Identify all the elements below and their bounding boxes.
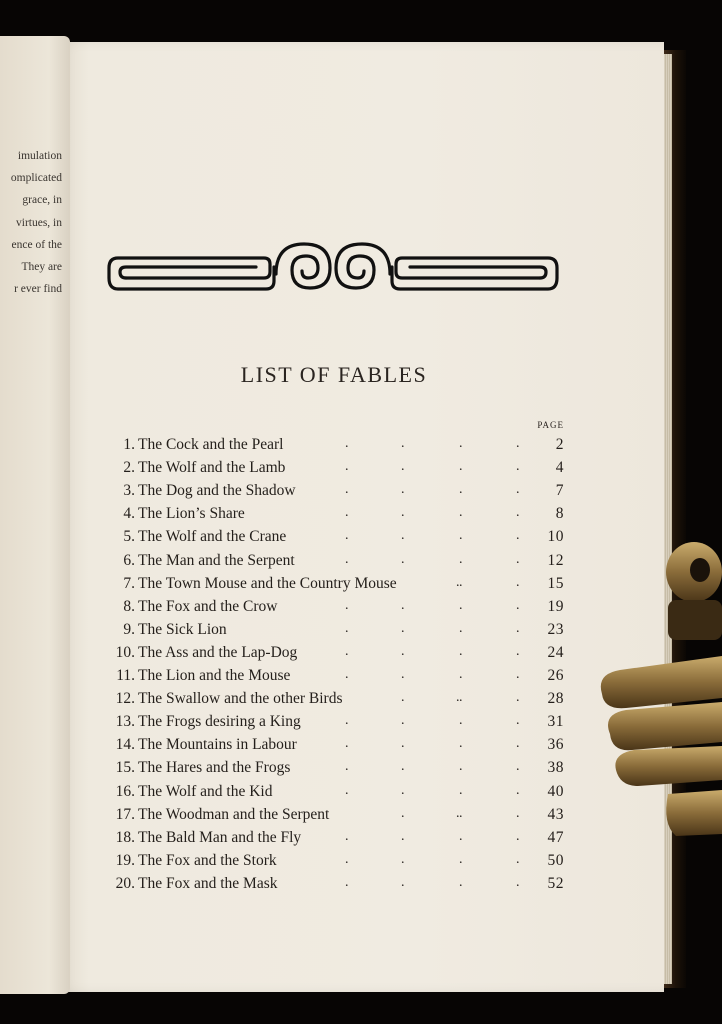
- leader-dot: .: [459, 643, 463, 659]
- fable-title: The Wolf and the Kid: [138, 782, 273, 800]
- leader-dot: .: [459, 851, 463, 867]
- leader-dot: .: [401, 736, 405, 752]
- leader-dot: .: [345, 851, 349, 867]
- leader-dot: .: [516, 574, 520, 590]
- fable-title: The Fox and the Stork: [138, 851, 277, 869]
- leader-dot: .: [459, 874, 463, 890]
- fable-page-number: 2: [555, 436, 564, 453]
- leader-dot: .: [516, 782, 520, 798]
- fable-title: The Dog and the Shadow: [138, 482, 296, 500]
- left-line: imulation: [17, 150, 62, 162]
- fable-title: The Wolf and the Lamb: [138, 459, 286, 477]
- leader-dot: .: [516, 436, 520, 451]
- left-line: grace, in: [22, 194, 62, 207]
- fable-number: 3.: [123, 482, 135, 500]
- fable-page-number: 40: [547, 782, 564, 800]
- fable-number: 11.: [116, 667, 135, 684]
- fable-number: 7.: [123, 574, 135, 592]
- leader-dot: .: [516, 828, 520, 844]
- fable-title: The Wolf and the Crane: [138, 528, 287, 546]
- leader-dot: .: [401, 436, 405, 451]
- leader-dot: .: [516, 505, 520, 521]
- fable-row: [0, 575, 600, 598]
- leader-dot: .: [456, 690, 460, 706]
- fable-row: [0, 713, 600, 736]
- leader-dot: .: [456, 805, 460, 821]
- fable-title: The Ass and the Lap-Dog: [138, 643, 298, 661]
- leader-dot: .: [401, 874, 405, 890]
- leader-dot: .: [401, 828, 405, 844]
- leader-dot: .: [401, 667, 405, 682]
- leader-dot: .: [401, 528, 405, 544]
- leader-dot: .: [516, 620, 520, 636]
- fable-row: [0, 806, 600, 829]
- fable-number: 8.: [123, 597, 135, 615]
- leader-dot: .: [516, 459, 520, 475]
- leader-dot: .: [516, 551, 520, 567]
- leader-dot: .: [516, 643, 520, 659]
- fable-title: The Mountains in Labour: [138, 736, 297, 754]
- brass-clip-icon: [596, 524, 722, 840]
- fable-title: The Town Mouse and the Country Mouse: [138, 574, 397, 592]
- fable-page-number: 38: [547, 759, 564, 777]
- fable-row: [0, 598, 600, 621]
- fable-number: 13.: [115, 713, 135, 731]
- leader-dot: .: [459, 574, 463, 590]
- fable-number: 20.: [115, 874, 135, 892]
- fable-number: 1.: [123, 436, 135, 453]
- fable-title: The Man and the Serpent: [138, 551, 295, 569]
- leader-dot: .: [401, 505, 405, 521]
- leader-dot: .: [459, 459, 463, 475]
- fable-page-number: 52: [547, 874, 564, 892]
- left-line: ence of the: [11, 238, 62, 251]
- fable-title: The Lion and the Mouse: [138, 667, 291, 684]
- fable-title: The Cock and the Pearl: [138, 436, 284, 453]
- leader-dot: .: [345, 620, 349, 636]
- fable-title: The Swallow and the other Birds: [138, 690, 343, 708]
- fable-number: 4.: [123, 505, 135, 523]
- leader-dot: .: [345, 713, 349, 729]
- fable-title: The Frogs desiring a King: [138, 713, 301, 731]
- fable-page-number: 7: [555, 482, 564, 500]
- leader-dot: .: [345, 736, 349, 752]
- fable-row: [0, 852, 600, 875]
- fable-row: [0, 667, 600, 690]
- leader-dot: .: [459, 713, 463, 729]
- leader-dot: .: [345, 759, 349, 775]
- fable-number: 17.: [115, 805, 135, 823]
- fable-number: 2.: [123, 459, 135, 477]
- leader-dot: .: [345, 528, 349, 544]
- leader-dot: .: [401, 459, 405, 475]
- fable-page-number: 15: [547, 574, 564, 592]
- fable-row: [0, 690, 600, 713]
- page-column-heading: PAGE: [537, 420, 564, 430]
- leader-dot: .: [516, 690, 520, 706]
- fable-page-number: 43: [547, 805, 564, 823]
- fable-page-number: 28: [547, 690, 564, 708]
- fable-title: The Hares and the Frogs: [138, 759, 291, 777]
- fable-page-number: 19: [547, 597, 564, 615]
- fable-page-number: 4: [555, 459, 564, 477]
- fable-number: 18.: [115, 828, 135, 846]
- leader-dot: .: [516, 597, 520, 613]
- left-line: r ever find: [14, 283, 62, 296]
- leader-dot: .: [459, 528, 463, 544]
- fable-row: [0, 482, 600, 505]
- leader-dot: .: [516, 874, 520, 890]
- left-line: virtues, in: [16, 216, 62, 229]
- fable-row: [0, 436, 600, 459]
- fable-page-number: 23: [547, 620, 564, 638]
- leader-dot: .: [401, 759, 405, 775]
- leader-dot: .: [345, 482, 349, 498]
- leader-dot: .: [401, 643, 405, 659]
- fable-page-number: 8: [555, 505, 564, 523]
- leader-dot: .: [459, 690, 463, 706]
- fable-number: 9.: [123, 620, 135, 638]
- left-line: They are: [21, 261, 62, 274]
- leader-dot: .: [345, 551, 349, 567]
- left-page-text: [11, 145, 62, 300]
- leader-dot: .: [516, 736, 520, 752]
- fable-row: [0, 875, 600, 898]
- leader-dot: .: [401, 551, 405, 567]
- leader-dot: .: [459, 782, 463, 798]
- fable-page-number: 12: [547, 551, 564, 569]
- fable-number: 19.: [115, 851, 135, 869]
- leader-dot: .: [401, 482, 405, 498]
- spiral-ornament-icon: [106, 238, 560, 296]
- page-title: LIST OF FABLES: [240, 362, 428, 387]
- fable-page-number: 31: [547, 713, 564, 731]
- leader-dot: .: [345, 828, 349, 844]
- leader-dot: .: [459, 482, 463, 498]
- fable-row: [0, 459, 600, 482]
- fable-title: The Fox and the Mask: [138, 874, 278, 892]
- leader-dot: .: [459, 551, 463, 567]
- fable-number: 16.: [115, 782, 135, 800]
- leader-dot: .: [459, 597, 463, 613]
- fable-title: The Woodman and the Serpent: [138, 805, 330, 823]
- fable-number: 12.: [115, 690, 135, 708]
- fable-page-number: 26: [547, 667, 564, 684]
- leader-dot: .: [459, 736, 463, 752]
- fable-number: 14.: [115, 736, 135, 754]
- leader-dot: .: [459, 667, 463, 682]
- leader-dot: .: [401, 851, 405, 867]
- fable-page-number: 24: [547, 643, 564, 661]
- leader-dot: .: [516, 667, 520, 682]
- leader-dot: .: [516, 805, 520, 821]
- fable-row: [0, 783, 600, 806]
- leader-dot: .: [459, 828, 463, 844]
- fable-page-number: 36: [547, 736, 564, 754]
- fable-page-number: 50: [547, 851, 564, 869]
- fable-title: The Sick Lion: [138, 620, 227, 638]
- leader-dot: .: [345, 643, 349, 659]
- leader-dot: .: [401, 713, 405, 729]
- fable-row: [0, 759, 600, 782]
- fable-number: 15.: [115, 759, 135, 777]
- fable-row: [0, 621, 600, 644]
- fable-row: [0, 505, 600, 528]
- leader-dot: .: [401, 690, 405, 706]
- leader-dot: .: [516, 759, 520, 775]
- fable-title: The Lion’s Share: [138, 505, 245, 523]
- leader-dot: .: [345, 459, 349, 475]
- leader-dot: .: [345, 667, 349, 682]
- fable-title: The Fox and the Crow: [138, 597, 278, 615]
- leader-dot: .: [516, 713, 520, 729]
- fable-row: [0, 644, 600, 667]
- fable-number: 10.: [115, 643, 135, 661]
- leader-dot: .: [459, 436, 463, 451]
- leader-dot: .: [345, 436, 349, 451]
- fable-number: 5.: [123, 528, 135, 546]
- leader-dot: .: [345, 782, 349, 798]
- leader-dot: .: [459, 505, 463, 521]
- leader-dot: .: [459, 759, 463, 775]
- fable-title: The Bald Man and the Fly: [138, 828, 302, 846]
- fable-row: [0, 528, 600, 551]
- leader-dot: .: [345, 597, 349, 613]
- leader-dot: .: [456, 574, 460, 590]
- leader-dot: .: [516, 482, 520, 498]
- leader-dot: .: [401, 620, 405, 636]
- fable-row: [0, 552, 600, 575]
- leader-dot: .: [401, 805, 405, 821]
- leader-dot: .: [459, 620, 463, 636]
- fable-page-number: 10: [547, 528, 564, 546]
- leader-dot: .: [345, 505, 349, 521]
- leader-dot: .: [345, 874, 349, 890]
- fable-row: [0, 829, 600, 852]
- leader-dot: .: [516, 528, 520, 544]
- leader-dot: .: [516, 851, 520, 867]
- fable-page-number: 47: [547, 828, 564, 846]
- fable-number: 6.: [123, 551, 135, 569]
- left-line: omplicated: [10, 172, 62, 185]
- leader-dot: .: [401, 597, 405, 613]
- leader-dot: .: [459, 805, 463, 821]
- fable-row: [0, 736, 600, 759]
- leader-dot: .: [401, 782, 405, 798]
